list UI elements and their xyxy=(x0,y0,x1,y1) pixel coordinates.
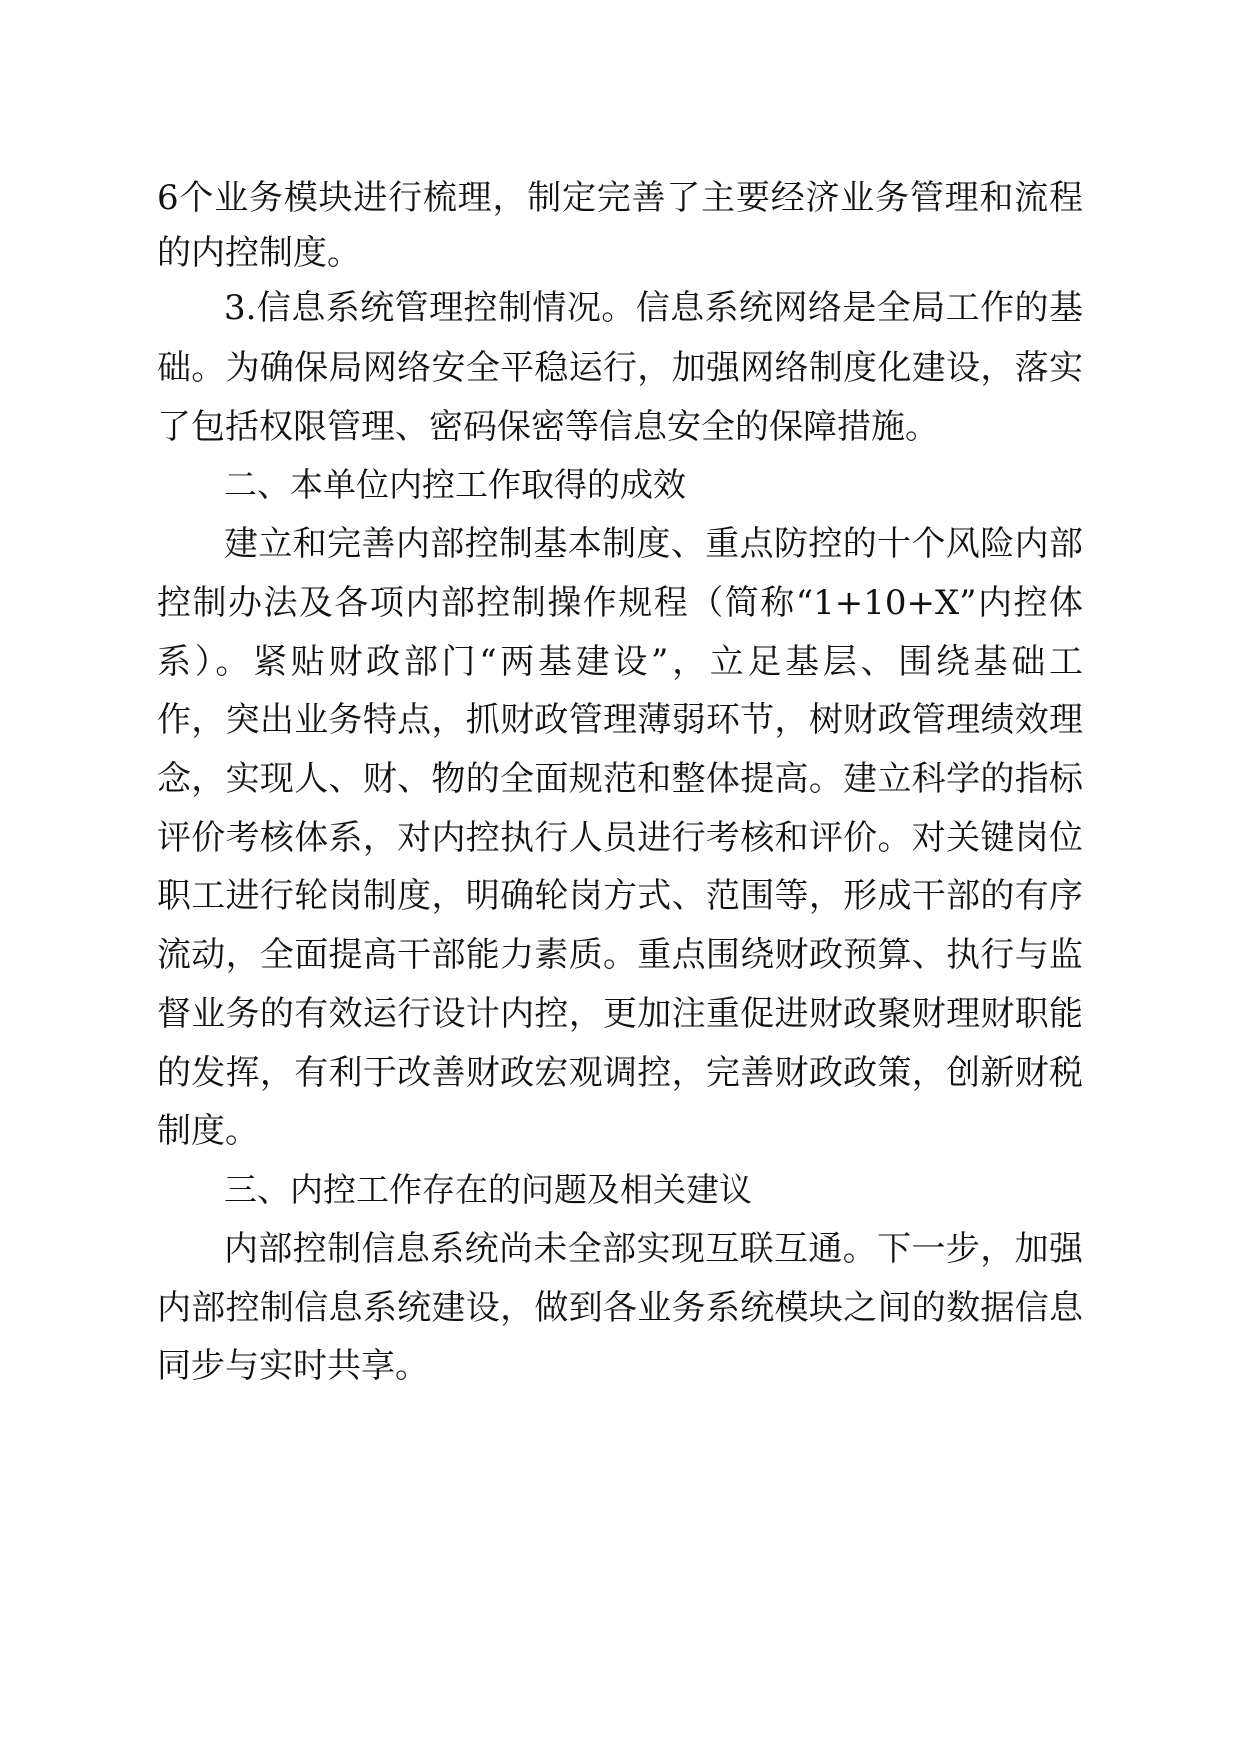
paragraph-3-line-6: 评价考核体系，对内控执行人员进行考核和评价。对关键岗位 xyxy=(157,818,1083,858)
paragraph-3-line-10: 的发挥，有利于改善财政宏观调控，完善财政政策，创新财税 xyxy=(157,1053,1083,1093)
paragraph-3-line-5: 念，实现人、财、物的全面规范和整体提高。建立科学的指标 xyxy=(157,759,1083,799)
paragraph-3-line-2: 控制办法及各项内部控制操作规程（简称“1+10+X”内控体 xyxy=(157,583,1083,623)
paragraph-3-line-7: 职工进行轮岗制度，明确轮岗方式、范围等，形成干部的有序 xyxy=(157,876,1083,916)
paragraph-3-line-1: 建立和完善内部控制基本制度、重点防控的十个风险内部 xyxy=(224,524,1083,564)
section-heading-3: 三、内控工作存在的问题及相关建议 xyxy=(224,1170,752,1209)
paragraph-1-line-1: 6个业务模块进行梳理，制定完善了主要经济业务管理和流程 xyxy=(157,178,1083,218)
paragraph-4-line-3: 同步与实时共享。 xyxy=(157,1346,429,1386)
paragraph-1-line-2: 的内控制度。 xyxy=(157,233,361,273)
paragraph-3-line-4: 作，突出业务特点，抓财政管理薄弱环节，树财政管理绩效理 xyxy=(157,700,1083,740)
paragraph-3-line-3: 系）。紧贴财政部门“两基建设”，立足基层、围绕基础工 xyxy=(157,642,1083,682)
paragraph-4-line-1: 内部控制信息系统尚未全部实现互联互通。下一步，加强 xyxy=(224,1229,1083,1269)
paragraph-2-line-3: 了包括权限管理、密码保密等信息安全的保障措施。 xyxy=(157,407,939,447)
paragraph-3-line-8: 流动，全面提高干部能力素质。重点围绕财政预算、执行与监 xyxy=(157,935,1083,975)
paragraph-4-line-2: 内部控制信息系统建设，做到各业务系统模块之间的数据信息 xyxy=(157,1288,1083,1328)
paragraph-2-line-2: 础。为确保局网络安全平稳运行，加强网络制度化建设，落实 xyxy=(157,348,1083,388)
section-heading-2: 二、本单位内控工作取得的成效 xyxy=(224,465,686,504)
paragraph-3-line-11: 制度。 xyxy=(157,1111,259,1151)
paragraph-2-line-1: 3.信息系统管理控制情况。信息系统网络是全局工作的基 xyxy=(224,288,1083,328)
paragraph-3-line-9: 督业务的有效运行设计内控，更加注重促进财政聚财理财职能 xyxy=(157,994,1083,1034)
